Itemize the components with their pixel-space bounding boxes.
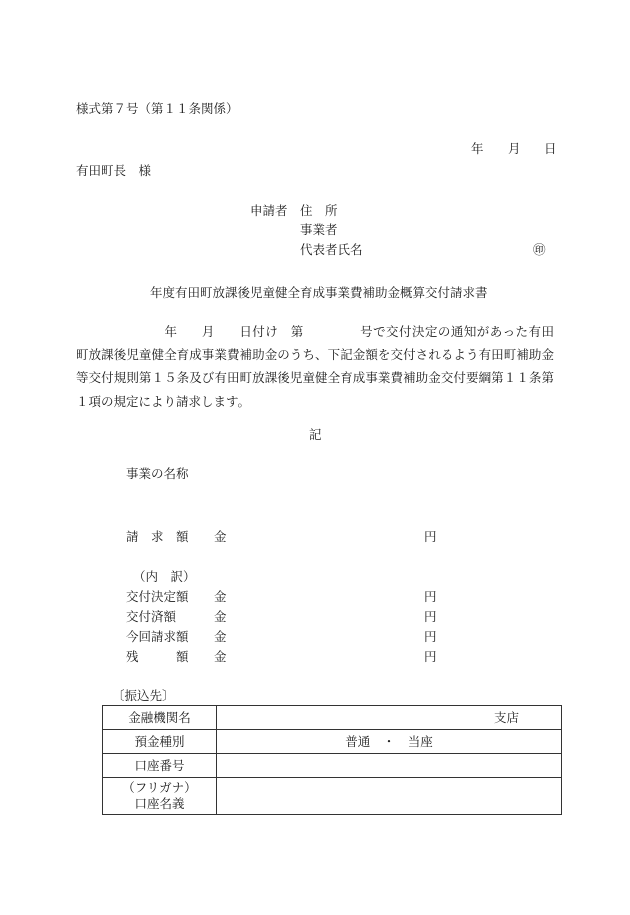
- breakdown-kin: 金: [214, 609, 227, 624]
- table-row: [103, 778, 562, 815]
- breakdown-yen: 円: [424, 609, 437, 624]
- breakdown-label-paid: 交付済額: [126, 609, 177, 624]
- breakdown-yen: 円: [424, 589, 437, 604]
- furigana-label: （フリガナ）: [122, 780, 197, 795]
- applicant-label: 申請者: [250, 203, 288, 218]
- body-month: 月: [201, 324, 215, 339]
- body-paragraph: [76, 320, 554, 413]
- breakdown-label-current: 今回請求額: [126, 629, 189, 644]
- address-label: 住 所: [300, 203, 338, 218]
- request-amount-label: 請 求 額: [126, 529, 189, 544]
- table-row: [103, 706, 562, 730]
- body-day: 日付け: [238, 324, 279, 339]
- breakdown-label-decided: 交付決定額: [126, 589, 189, 604]
- bank-name-cell[interactable]: [217, 706, 562, 730]
- table-row: [103, 730, 562, 754]
- account-name-cell[interactable]: [217, 778, 562, 815]
- branch-label: 支店: [493, 710, 519, 725]
- breakdown-heading: （内 訳）: [133, 569, 196, 584]
- date-month: 月: [508, 141, 521, 156]
- deposit-type-label: 預金種別: [103, 730, 217, 754]
- ki-heading: 記: [309, 427, 322, 442]
- transfer-heading: 〔振込先〕: [112, 688, 175, 703]
- breakdown-kin: 金: [214, 649, 227, 664]
- request-amount-kin: 金: [214, 529, 227, 544]
- breakdown-kin: 金: [214, 589, 227, 604]
- table-row: [103, 754, 562, 778]
- breakdown-yen: 円: [424, 649, 437, 664]
- body-year: 年: [164, 324, 178, 339]
- deposit-type-value[interactable]: 普通 ・ 当座: [217, 730, 562, 754]
- account-number-label: 口座番号: [103, 754, 217, 778]
- breakdown-label-remaining: 残 額: [126, 649, 189, 664]
- bank-name-label: 金融機関名: [103, 706, 217, 730]
- body-text: 号で交付決定の通知があった有田町放課後児童健全育成事業費補助金のうち、下記金額を交付されるよう有田町補助金等交付規則第１５条及び有田町放課後児童健全育成事業費補助金交付要綱第１１条第１項の規定により請求します。: [76, 324, 554, 409]
- body-number-prefix: 第: [290, 324, 304, 339]
- addressee: 有田町長 様: [76, 163, 152, 178]
- account-name-label: 口座名義: [134, 796, 185, 811]
- business-label: 事業者: [300, 222, 338, 237]
- request-amount-yen: 円: [424, 529, 437, 544]
- breakdown-kin: 金: [214, 629, 227, 644]
- form-number: 様式第７号（第１１条関係）: [76, 101, 239, 116]
- representative-label: 代表者氏名: [300, 242, 363, 257]
- project-name-label: 事業の名称: [126, 466, 189, 481]
- bank-transfer-table: [102, 705, 562, 815]
- document-title: 年度有田町放課後児童健全育成事業費補助金概算交付請求書: [150, 285, 488, 300]
- seal-mark: ㊞: [533, 242, 546, 257]
- breakdown-yen: 円: [424, 629, 437, 644]
- date-day: 日: [544, 141, 557, 156]
- date-year: 年: [471, 141, 484, 156]
- account-name-label-cell: [103, 778, 217, 815]
- account-number-cell[interactable]: [217, 754, 562, 778]
